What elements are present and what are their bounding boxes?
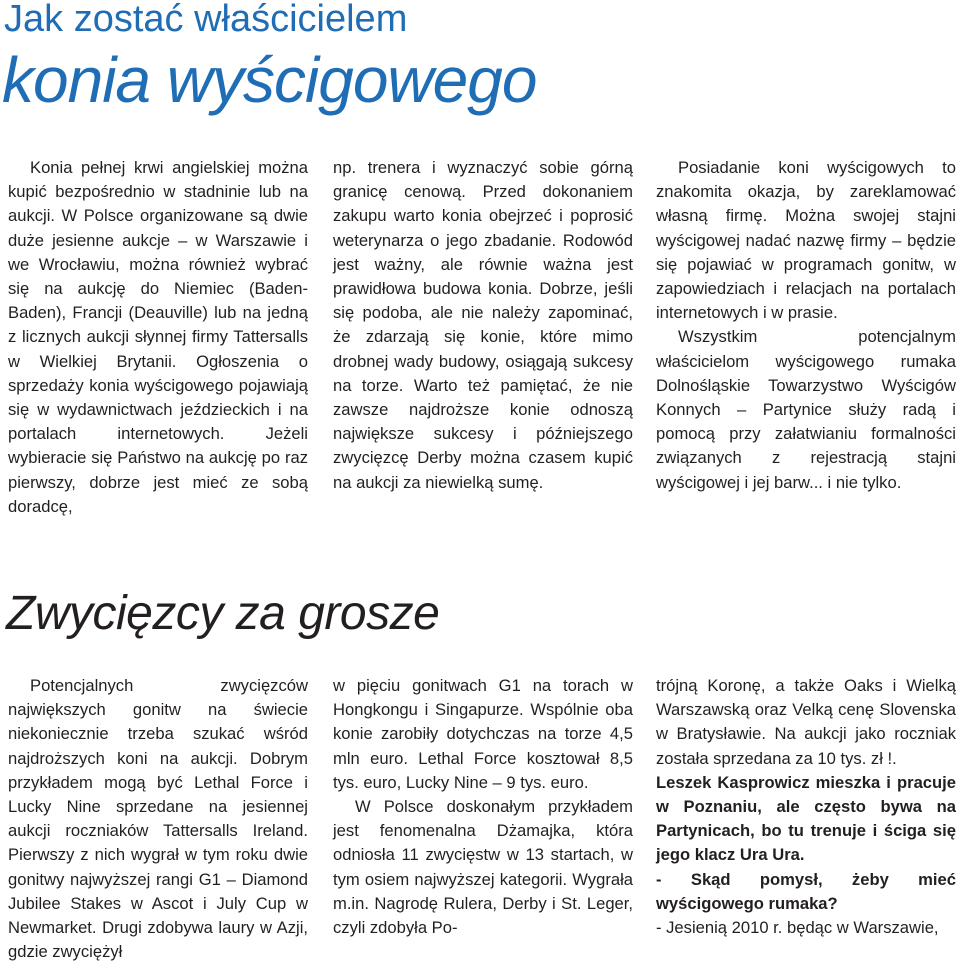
article1-col2-text: np. trenera i wyznaczyć sobie górną granicę cenową. Przed dokonaniem zakupu warto konia obejrzeć i poprosić weterynarza o jego zbadanie. Rodowód jest ważny, ale równie ważna jest prawidłowa budowa konia. Dobrze, jeśli się podoba, ale nie należy zapominać, że zdarzają się konie, które mimo drobnej wady budowy, osiągają sukcesy na torze. Warto też pamiętać, że nie zawsze najdroższe konie odnoszą największe sukcesy i późniejszego zwycięzcę Derby można czasem kupić na aukcji za niewielką sumę. bbox=[333, 158, 633, 492]
article1-col3-paragraph-2: Wszystkim potencjalnym właścicielom wyścigowego rumaka Dolnośląskie Towarzystwo Wyścigów Konnych – Partynice służy radą i pomocą przy załatwianiu formalności związanych z rejestracją stajni wyścigowej i jej barw... i nie tylko. bbox=[656, 327, 956, 492]
article2-col3-paragraph-1: trójną Koronę, a także Oaks i Wielką Warszawską oraz Velką cenę Slovenska w Bratysławie. Na aukcji jako roczniak została sprzedana za 10 tys. zł !. bbox=[656, 676, 956, 768]
article2-column-2 bbox=[333, 674, 633, 940]
article2-column-1 bbox=[8, 674, 308, 964]
article-kicker: Jak zostać właścicielem bbox=[4, 0, 408, 40]
article1-column-2 bbox=[333, 156, 633, 495]
article2-col2-paragraph-1: w pięciu gonitwach G1 na torach w Hongkongu i Singapurze. Wspólnie oba konie zarobiły dotychczas na torze 4,5 mln euro. Lethal Force kosztował 8,5 tys. euro, Lucky Nine – 9 tys. euro. bbox=[333, 676, 633, 792]
article2-col3-interview-answer: - Jesienią 2010 r. będąc w Warszawie, bbox=[656, 918, 939, 938]
article2-column-3 bbox=[656, 674, 956, 940]
article1-column-3 bbox=[656, 156, 956, 495]
article1-column-1 bbox=[8, 156, 308, 519]
interview-intro-bold: Leszek Kasprowicz mieszka i pracuje w Poznaniu, ale często bywa na Partynicach, bo tu trenuje i ściga się jego klacz Ura Ura. bbox=[656, 772, 956, 865]
article1-col1-text: Konia pełnej krwi angielskiej można kupić bezpośrednio w stadninie lub na aukcji. W Polsce organizowane są dwie duże jesienne aukcje – w Warszawie i we Wrocławiu, można również wybrać się na aukcję do Niemiec (Baden-Baden), Francji (Deauville) lub na jedną z licznych aukcji słynnej firmy Tattersalls w Wielkiej Brytanii. Ogłoszenia o sprzedaży konia wyścigowego pojawiają się w wydawnictwach jeździeckich i na portalach internetowych. Jeżeli wybieracie się Państwo na aukcję po raz pierwszy, dobrze jest mieć ze sobą doradcę, bbox=[8, 158, 308, 516]
section-headline: Zwycięzcy za grosze bbox=[6, 587, 440, 640]
article-headline: konia wyścigowego bbox=[2, 44, 537, 116]
article1-col3-paragraph-1: Posiadanie koni wyścigowych to znakomita okazja, by zareklamować własną firmę. Można swojej stajni wyścigowej nadać nazwę firmy – będzie się pojawiać w programach gonitw, w zapowiedziach i relacjach na portalach internetowych i w prasie. bbox=[656, 158, 956, 323]
interview-question-bold: - Skąd pomysł, żeby mieć wyścigowego rumaka? bbox=[656, 869, 956, 913]
article2-col3-interview-intro bbox=[656, 771, 956, 868]
article2-col2-paragraph-2: W Polsce doskonałym przykładem jest fenomenalna Dżamajka, która odniosła 11 zwycięstw w 13 startach, w tym osiem najwyższej kategorii. Wygrała m.in. Nagrodę Rulera, Derby i St. Leger, czyli zdobyła Po- bbox=[333, 797, 633, 938]
article2-col3-interview-question bbox=[656, 868, 956, 916]
article2-col1-text: Potencjalnych zwycięzców największych gonitw na świecie niekoniecznie trzeba szukać wśród najdroższych koni na aukcji. Dobrym przykładem mogą być Lethal Force i Lucky Nine sprzedane na jesiennej aukcji roczniaków Tattersalls Ireland. Pierwszy z nich wygrał w tym roku dwie gonitwy najwyższej rangi G1 – Diamond Jubilee Stakes w Ascot i July Cup w Newmarket. Drugi zdobywa laury w Azji, gdzie zwyciężył bbox=[8, 676, 308, 962]
